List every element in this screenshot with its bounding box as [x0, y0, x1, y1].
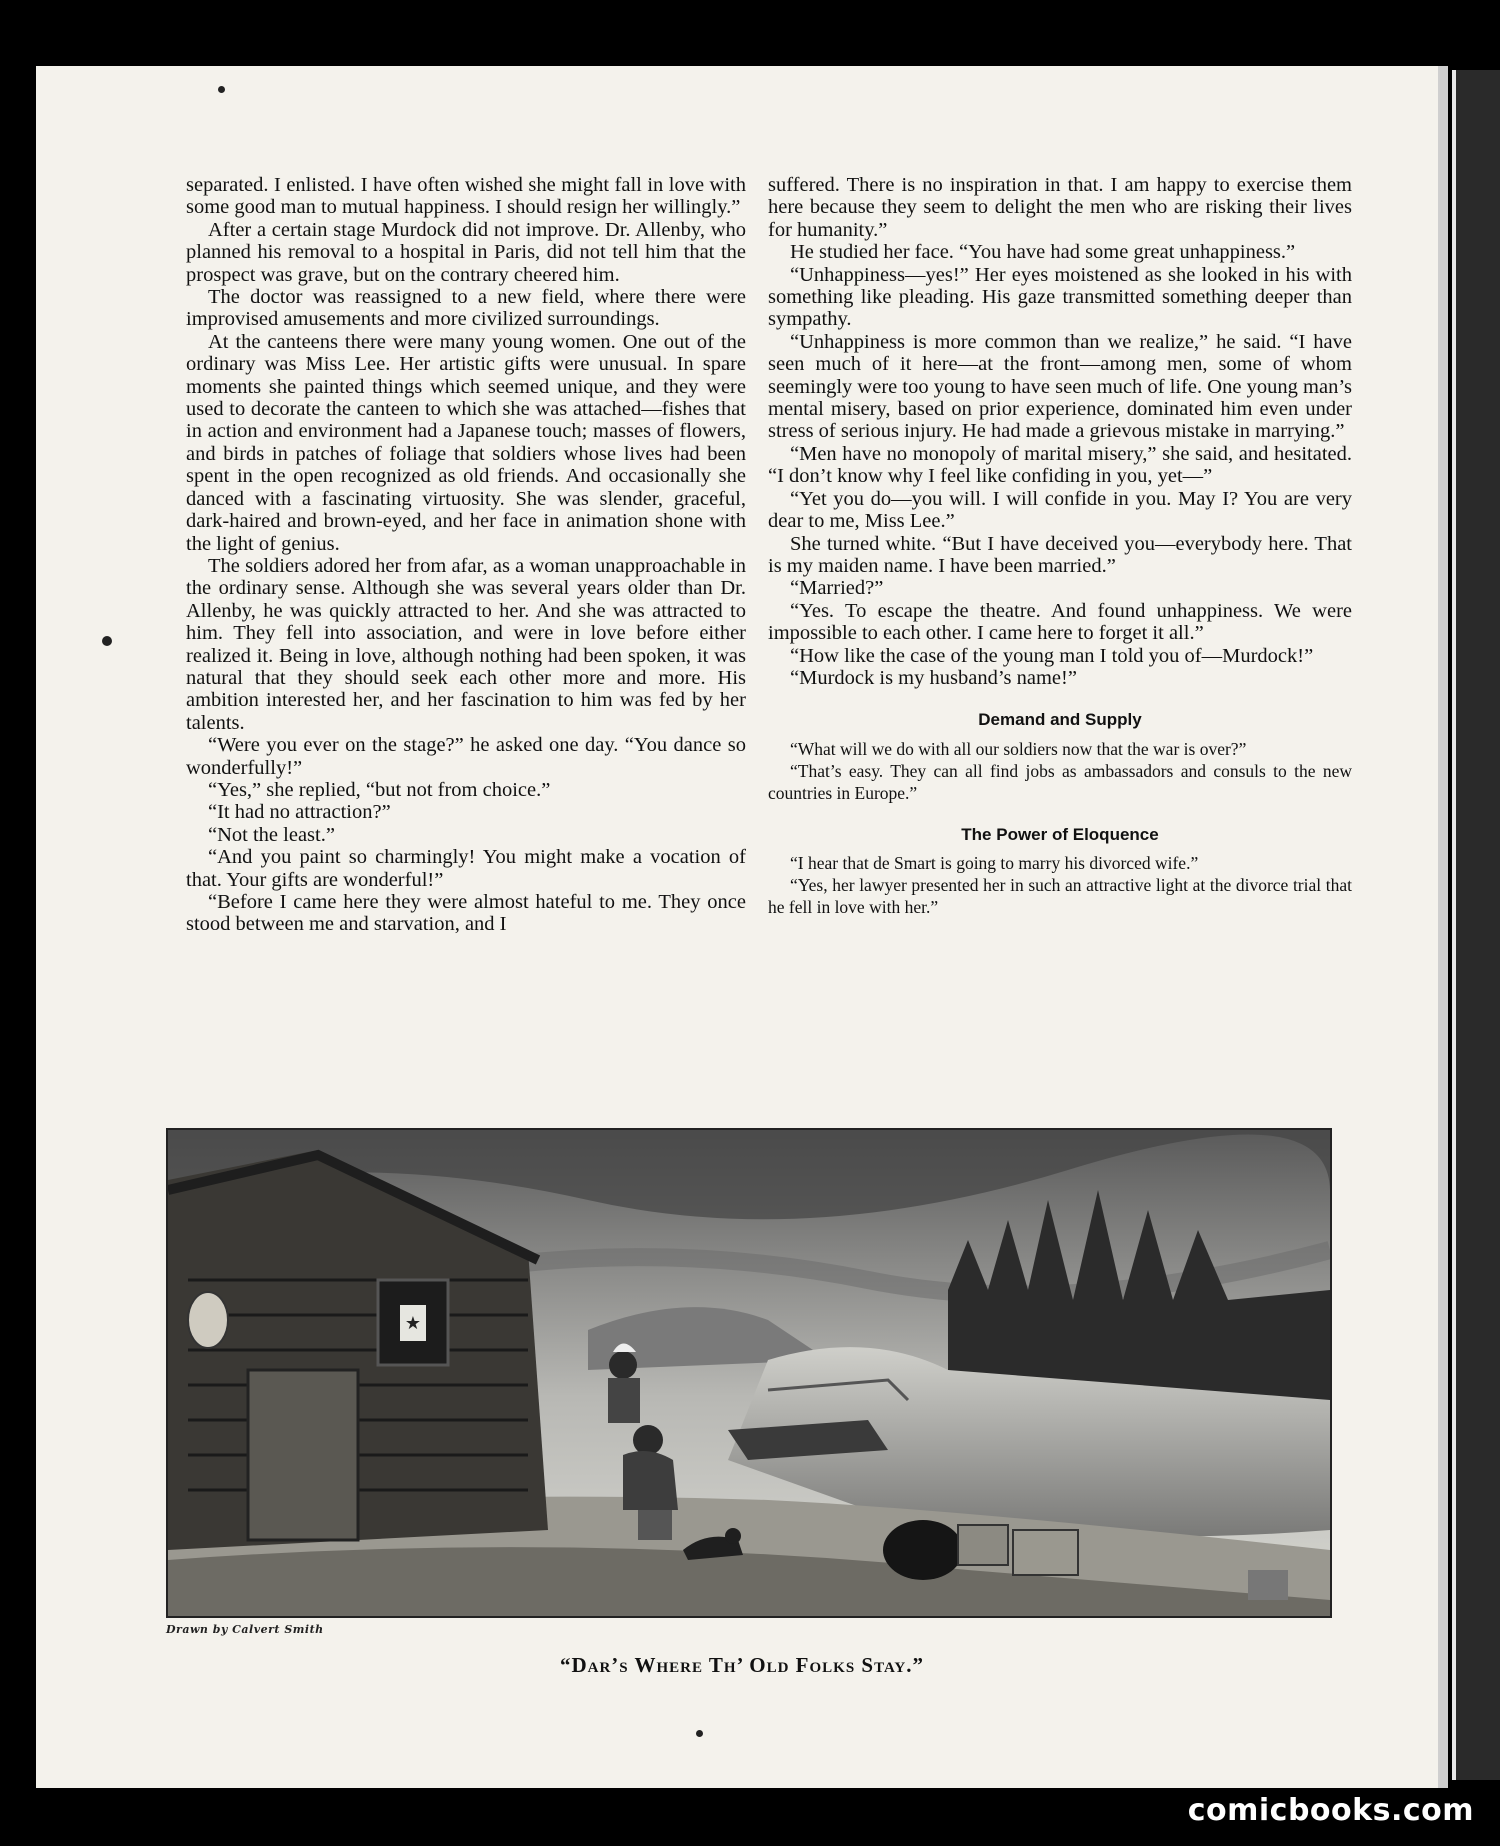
paragraph: “Before I came here they were almost hateful to me. They once stood between me and starvation, and I: [186, 891, 746, 936]
joke-title: The Power of Eloquence: [961, 824, 1159, 844]
paragraph: The soldiers adored her from afar, as a woman unapproachable in the ordinary sense. Although she was several years older than Dr. Allenby, he was quickly attracted to her. And she was attracted to him. They fell into association, and were in love before either realized it. Being in love, although nothing had been spoken, it was natural that they should seek each other more and more. His ambition interested her, and her fascination to him was fed by her talents.: [186, 554, 746, 734]
paragraph: “Yes. To escape the theatre. And found unhappiness. We were impossible to each other. I came here to forget it all.”: [768, 599, 1352, 645]
svg-text:★: ★: [404, 1313, 422, 1334]
paragraph: “Murdock is my husband’s name!”: [790, 666, 1077, 689]
paragraph: “How like the case of the young man I told you of—Murdock!”: [790, 644, 1314, 667]
paragraph: After a certain stage Murdock did not improve. Dr. Allenby, who planned his removal to a hospital in Paris, did not tell him that the prospect was grave, but on the contrary cheered him.: [186, 218, 746, 286]
book-binding-edge: [1452, 70, 1500, 1780]
paragraph: suffered. There is no inspiration in that. I am happy to exercise them here because they seem to delight the men who are risking their lives for humanity.”: [768, 174, 1352, 241]
joke-line: “What will we do with all our soldiers now that the war is over?”: [790, 738, 1247, 759]
paragraph: “And you paint so charmingly! You might make a vocation of that. Your gifts are wonderful!”: [186, 846, 746, 891]
magazine-page: [36, 66, 1448, 1788]
paragraph: “Yes,” she replied, “but not from choice.”: [208, 778, 551, 801]
joke-line: “I hear that de Smart is going to marry his divorced wife.”: [790, 853, 1199, 874]
paragraph: “Men have no monopoly of marital misery,” she said, and hesitated. “I don’t know why I feel like confiding in you, yet—”: [768, 442, 1352, 488]
paragraph: “Were you ever on the stage?” he asked one day. “You dance so wonderfully!”: [186, 734, 746, 779]
margin-dot-bottom: [696, 1730, 703, 1737]
paragraph: separated. I enlisted. I have often wished she might fall in love with some good man to mutual happiness. I should resign her willingly.”: [186, 174, 746, 219]
story-column-right: [768, 174, 1352, 918]
margin-dot-top: [218, 86, 225, 93]
paragraph: “Married?”: [790, 577, 884, 600]
paragraph: “Not the least.”: [208, 823, 335, 846]
illustration-caption: “Dar’s Where Th’ Old Folks Stay.”: [559, 1653, 925, 1677]
paragraph: “Unhappiness is more common than we realize,” he said. “I have seen much of it here—at the front—among men, some of whom seemingly were too young to have seen much of life. One young man’s mental misery, based on prior experience, dominated him even under stress of serious injury. He had made a grievous mistake in marrying.”: [768, 330, 1352, 443]
paragraph: The doctor was reassigned to a new field, where there were improvised amusements and more civilized surroundings.: [186, 286, 746, 331]
paragraph: At the canteens there were many young women. One out of the ordinary was Miss Lee. Her artistic gifts were unusual. In spare moments she painted things which seemed unique, and they were used to decorate the canteen to which she was attached—fishes that in action and environment had a Japanese touch; masses of flowers, and birds in patches of foliage that soldiers whose lives had been spent in the open recognized as old friends. And occasionally she danced with a fascinating virtuosity. She was slender, graceful, dark-haired and brown-eyed, and her face in animation shone with the light of genius.: [186, 330, 746, 555]
story-column-left: [186, 174, 746, 936]
joke-line: “That’s easy. They can all find jobs as ambassadors and consuls to the new countries in Europe.”: [768, 760, 1352, 803]
paragraph: She turned white. “But I have deceived you—everybody here. That is my maiden name. I have been married.”: [768, 532, 1352, 577]
paragraph: “Unhappiness—yes!” Her eyes moistened as she looked in his with something like pleading. His gaze transmitted something deeper than sympathy.: [768, 263, 1352, 331]
margin-dot-left: [102, 636, 112, 646]
joke-line: “Yes, her lawyer presented her in such an attractive light at the divorce trial that he fell in love with her.”: [768, 875, 1352, 918]
cabin-illustration: [166, 1128, 1332, 1618]
paragraph: “Yet you do—you will. I will confide in you. May I? You are very dear to me, Miss Lee.”: [768, 487, 1352, 533]
paragraph: He studied her face. “You have had some great unhappiness.”: [790, 241, 1296, 264]
joke-power-of-eloquence: [768, 824, 1352, 918]
joke-title: Demand and Supply: [978, 710, 1142, 730]
joke-demand-and-supply: [768, 709, 1352, 803]
illustration-credit: Drawn by Calvert Smith: [166, 1623, 324, 1636]
site-watermark: comicbooks.com: [1187, 1793, 1474, 1828]
paragraph: “It had no attraction?”: [208, 801, 391, 824]
